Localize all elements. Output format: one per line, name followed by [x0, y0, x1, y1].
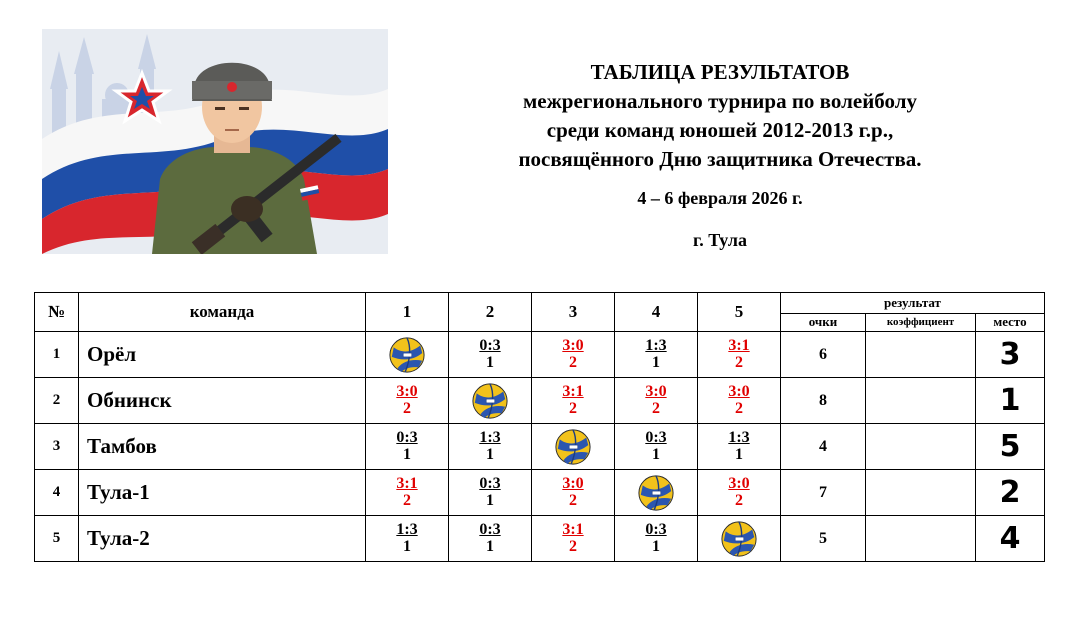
set-score: 0:3 [479, 475, 501, 492]
coefficient-cell [866, 470, 976, 516]
coefficient-cell [866, 332, 976, 378]
match-result [728, 429, 749, 463]
set-score: 1:3 [396, 521, 418, 538]
match-score-cell [532, 516, 615, 562]
match-score-cell [449, 470, 532, 516]
match-points: 2 [568, 354, 577, 371]
match-score-cell [532, 470, 615, 516]
match-points: 2 [402, 492, 411, 509]
match-result [645, 521, 666, 555]
table-row [35, 378, 1045, 424]
set-score: 0:3 [645, 429, 667, 446]
match-score-cell [449, 332, 532, 378]
volleyball-icon [554, 428, 592, 466]
table-row [35, 470, 1045, 516]
match-score-cell [532, 332, 615, 378]
set-score: 3:1 [728, 337, 750, 354]
team-name: Тула-2 [79, 516, 366, 562]
match-points: 2 [734, 400, 743, 417]
banner-illustration [42, 29, 388, 254]
set-score: 3:0 [728, 383, 750, 400]
diagonal-cell [615, 470, 698, 516]
total-points: 7 [781, 470, 866, 516]
match-points: 2 [568, 538, 577, 555]
set-score: 0:3 [479, 521, 501, 538]
row-number: 3 [35, 424, 79, 470]
match-points: 2 [568, 400, 577, 417]
header-col-2: 2 [449, 293, 532, 332]
match-points: 2 [402, 400, 411, 417]
match-points: 2 [734, 492, 743, 509]
tournament-city: г. Тула [693, 230, 747, 250]
set-score: 1:3 [728, 429, 750, 446]
match-score-cell [615, 332, 698, 378]
match-score-cell [366, 470, 449, 516]
match-points: 1 [485, 538, 494, 555]
heading-line-1: межрегионального турнира по волейболу [522, 89, 918, 113]
match-score-cell [449, 424, 532, 470]
row-number: 4 [35, 470, 79, 516]
coefficient-cell [866, 516, 976, 562]
match-points: 2 [651, 400, 660, 417]
match-result [479, 337, 500, 371]
set-score: 3:0 [645, 383, 667, 400]
match-result [645, 429, 666, 463]
match-result [728, 383, 749, 417]
set-score: 3:1 [396, 475, 418, 492]
team-name: Обнинск [79, 378, 366, 424]
set-score: 3:1 [562, 383, 584, 400]
match-result [396, 429, 417, 463]
coefficient-cell [866, 378, 976, 424]
header-result: результат [781, 293, 1045, 314]
match-result [479, 429, 500, 463]
match-score-cell [366, 378, 449, 424]
document-heading [400, 58, 1040, 251]
soldier-flag-illustration [42, 29, 388, 254]
match-score-cell [615, 516, 698, 562]
team-name: Орёл [79, 332, 366, 378]
match-score-cell [698, 470, 781, 516]
set-score: 3:0 [562, 337, 584, 354]
results-table [34, 292, 1045, 562]
match-result [562, 521, 583, 555]
heading-line-2: среди команд юношей 2012-2013 г.р., [546, 118, 894, 142]
match-points: 1 [651, 538, 660, 555]
row-number: 5 [35, 516, 79, 562]
match-result [479, 475, 500, 509]
match-result [562, 475, 583, 509]
match-points: 1 [402, 538, 411, 555]
heading-line-3: посвящённого Дню защитника Отечества. [518, 147, 922, 171]
final-place: 4 [976, 516, 1045, 562]
set-score: 3:1 [562, 521, 584, 538]
match-score-cell [449, 516, 532, 562]
match-points: 2 [568, 492, 577, 509]
final-place: 5 [976, 424, 1045, 470]
header-coefficient: коэффициент [866, 313, 976, 331]
match-result [728, 475, 749, 509]
diagonal-cell [532, 424, 615, 470]
match-result [479, 521, 500, 555]
team-name: Тула-1 [79, 470, 366, 516]
header-col-1: 1 [366, 293, 449, 332]
volleyball-icon [471, 382, 509, 420]
set-score: 1:3 [645, 337, 667, 354]
final-place: 1 [976, 378, 1045, 424]
volleyball-icon [720, 520, 758, 558]
header-place: место [976, 313, 1045, 331]
header-col-3: 3 [532, 293, 615, 332]
match-result [645, 337, 666, 371]
match-score-cell [698, 378, 781, 424]
final-place: 3 [976, 332, 1045, 378]
match-score-cell [615, 424, 698, 470]
header-col-5: 5 [698, 293, 781, 332]
match-score-cell [366, 516, 449, 562]
diagonal-cell [449, 378, 532, 424]
match-score-cell [532, 378, 615, 424]
tournament-dates: 4 – 6 февраля 2026 г. [637, 188, 803, 208]
match-result [396, 475, 417, 509]
diagonal-cell [698, 516, 781, 562]
table-row [35, 516, 1045, 562]
header-points: очки [781, 313, 866, 331]
row-number: 2 [35, 378, 79, 424]
match-points: 1 [651, 354, 660, 371]
match-score-cell [615, 378, 698, 424]
table-row [35, 332, 1045, 378]
match-points: 1 [485, 492, 494, 509]
match-points: 1 [485, 354, 494, 371]
table-row [35, 424, 1045, 470]
header-col-4: 4 [615, 293, 698, 332]
match-result [396, 383, 417, 417]
diagonal-cell [366, 332, 449, 378]
set-score: 3:0 [728, 475, 750, 492]
header-team: команда [79, 293, 366, 332]
match-points: 1 [485, 446, 494, 463]
row-number: 1 [35, 332, 79, 378]
match-result [562, 383, 583, 417]
total-points: 6 [781, 332, 866, 378]
final-place: 2 [976, 470, 1045, 516]
coefficient-cell [866, 424, 976, 470]
match-score-cell [698, 424, 781, 470]
volleyball-icon [637, 474, 675, 512]
match-result [562, 337, 583, 371]
team-name: Тамбов [79, 424, 366, 470]
match-points: 1 [402, 446, 411, 463]
results-body [35, 332, 1045, 562]
set-score: 0:3 [396, 429, 418, 446]
match-score-cell [698, 332, 781, 378]
volleyball-icon [388, 336, 426, 374]
match-points: 1 [651, 446, 660, 463]
total-points: 5 [781, 516, 866, 562]
match-result [396, 521, 417, 555]
match-points: 2 [734, 354, 743, 371]
total-points: 8 [781, 378, 866, 424]
set-score: 3:0 [562, 475, 584, 492]
total-points: 4 [781, 424, 866, 470]
match-points: 1 [734, 446, 743, 463]
set-score: 1:3 [479, 429, 501, 446]
match-result [728, 337, 749, 371]
document-title: ТАБЛИЦА РЕЗУЛЬТАТОВ [590, 60, 850, 84]
set-score: 0:3 [645, 521, 667, 538]
set-score: 0:3 [479, 337, 501, 354]
match-result [645, 383, 666, 417]
match-score-cell [366, 424, 449, 470]
set-score: 3:0 [396, 383, 418, 400]
header-number: № [35, 293, 79, 332]
